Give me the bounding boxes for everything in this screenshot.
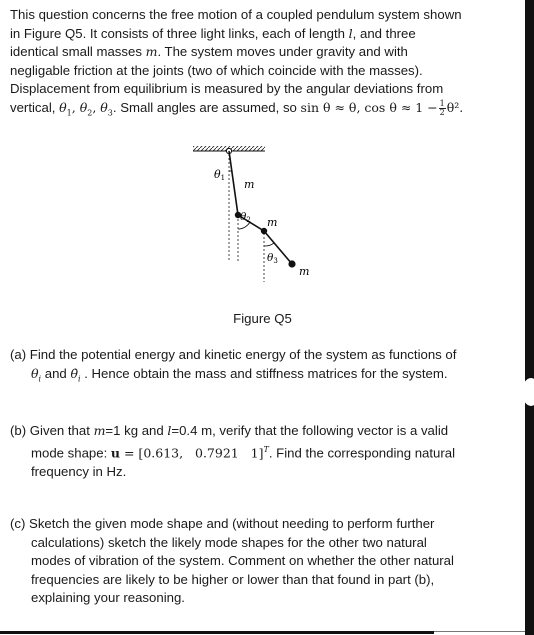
mass1-label: m <box>244 178 255 191</box>
part-c <box>10 515 510 608</box>
part-c-line-2: calculations) sketch the likely mode shapes for the other two natural <box>31 534 427 550</box>
theta2-label: θ2 <box>240 211 251 224</box>
mode-vector-symbol: u <box>110 444 121 460</box>
mode-vector-values: = [0.613, 0.7921 1] <box>120 444 264 460</box>
intro-line-3: identical small masses m. The system moves under gravity and with <box>10 44 408 60</box>
figure-caption: Figure Q5 <box>233 311 292 326</box>
bottom-border-thin <box>434 631 525 632</box>
intro-line-2: in Figure Q5. It consists of three light links, each of length l, and three <box>10 25 416 41</box>
part-c-line-1: (c) Sketch the given mode shape and (without needing to perform further <box>10 516 435 531</box>
part-a-line-1: (a) Find the potential energy and kinetic energy of the system as functions of <box>10 347 457 362</box>
theta1-label: θ1 <box>214 168 226 182</box>
symbol-l: l <box>348 25 353 41</box>
part-b-line-3: frequency in Hz. <box>31 463 127 479</box>
part-a-line-2: $\theta_i$ and $\thetȧ_i$ . Hence obtain the mass and stiffness matrices for the system. <box>31 365 448 384</box>
half-fraction: $\frac{1}{2}$ <box>439 98 445 117</box>
link-1 <box>229 151 238 215</box>
mass-3 <box>288 260 295 267</box>
theta3-label: θ3 <box>267 252 278 265</box>
small-angle-approx: sin θ ≈ θ, cos θ ≈ 1 − <box>300 99 438 115</box>
part-c-line-5: explaining your reasoning. <box>31 590 185 606</box>
intro-line-1: This question concerns the free motion of a coupled pendulum system shown <box>10 7 462 22</box>
pendulum-diagram <box>0 0 525 300</box>
symbol-m: m <box>145 44 158 60</box>
intro-line-6: vertical, $\theta_1$, $\theta_2$, $\theta_3$. Small angles are assumed, so sin θ ≈ θ, cos θ ≈ 1 − $\frac{1}{2}$ θ². <box>10 98 464 118</box>
intro-line-5: Displacement from equilibrium is measured by the angular deviations from <box>10 81 444 97</box>
part-b-line-2: mode shape: u = [0.613, 0.7921 1]$^T$. Find the corresponding natural <box>31 444 456 460</box>
part-a <box>10 346 510 389</box>
edge-notch <box>522 378 534 406</box>
bottom-border <box>0 631 434 634</box>
part-b-line-1: (b) Given that m=1 kg and l=0.4 m, verify that the following vector is a valid <box>10 423 449 438</box>
intro-line-4: negligable friction at the joints (two of which coincide with the masses). <box>10 62 423 78</box>
part-c-line-4: frequencies are likely to be higher or lower than that found in part (b), <box>31 571 435 587</box>
part-c-line-3: modes of vibration of the system. Comment on whether the other natural <box>31 553 454 569</box>
mass3-label: m <box>299 265 310 278</box>
right-edge-bar <box>525 0 534 635</box>
part-b <box>10 422 510 481</box>
mass2-label: m <box>267 216 278 229</box>
